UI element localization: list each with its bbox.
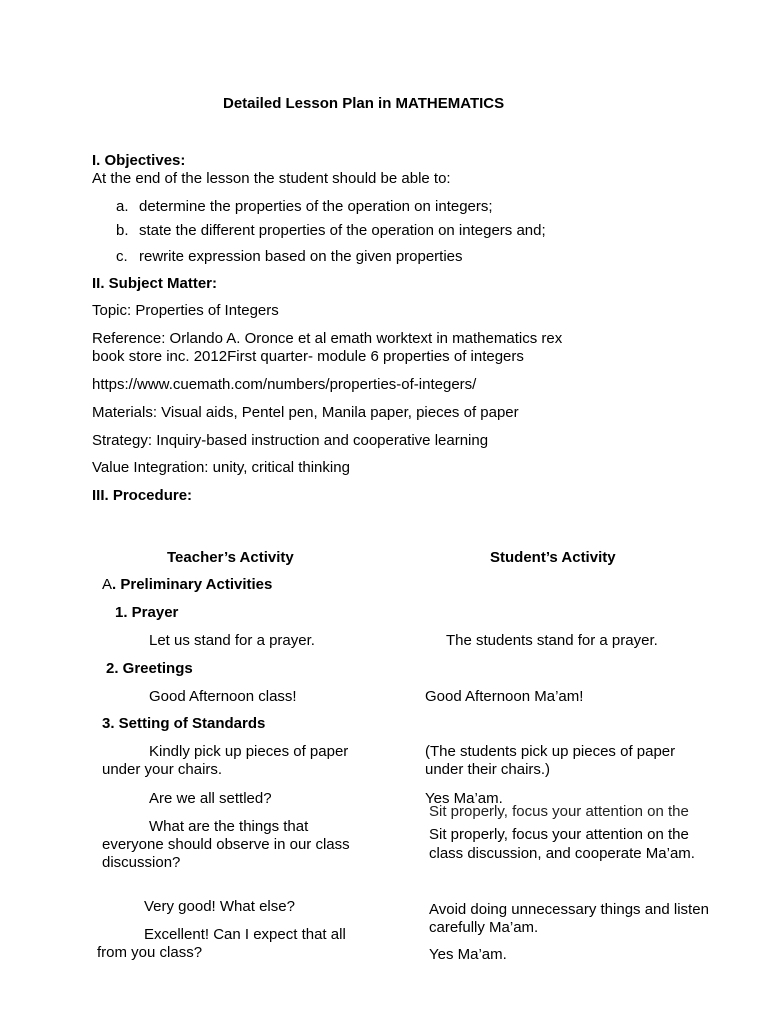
list-item-marker: a. [116, 198, 129, 215]
list-item-marker: c. [116, 248, 128, 265]
topic-line: Topic: Properties of Integers [92, 302, 279, 319]
reference-url: https://www.cuemath.com/numbers/properties-of-integers/ [92, 376, 477, 393]
objectives-heading: I. Objectives: [92, 152, 186, 169]
greetings-student-line: Good Afternoon Ma’am! [425, 688, 584, 705]
teacher-line: from you class? [97, 944, 203, 961]
list-item-marker: b. [116, 222, 129, 239]
student-line: class discussion, and cooperate Ma’am. [429, 845, 695, 862]
list-item: rewrite expression based on the given properties [139, 248, 463, 265]
student-line: (The students pick up pieces of paper [425, 743, 676, 760]
section-a-heading [102, 576, 272, 594]
materials-line: Materials: Visual aids, Pentel pen, Manila paper, pieces of paper [92, 404, 519, 421]
teacher-line: everyone should observe in our class [102, 836, 350, 853]
prayer-heading: 1. Prayer [115, 604, 179, 621]
student-column-header: Student’s Activity [490, 549, 616, 566]
teacher-column-header: Teacher’s Activity [167, 549, 294, 566]
teacher-line: Kindly pick up pieces of paper [149, 743, 349, 760]
clipped-overlap [425, 803, 689, 820]
prayer-teacher-line: Let us stand for a prayer. [149, 632, 315, 649]
strategy-line: Strategy: Inquiry-based instruction and cooperative learning [92, 432, 489, 449]
reference-line: Reference: Orlando A. Oronce et al emath worktext in mathematics rex [92, 330, 563, 347]
standards-heading: 3. Setting of Standards [102, 715, 266, 732]
list-item: state the different properties of the operation on integers and; [139, 222, 546, 239]
student-line: Sit properly, focus your attention on the [429, 826, 689, 843]
teacher-line: discussion? [102, 854, 181, 871]
student-line: carefully Ma’am. [429, 919, 539, 936]
student-line: Yes Ma’am. [429, 946, 507, 963]
prayer-student-line: The students stand for a prayer. [446, 632, 658, 649]
teacher-line: Are we all settled? [149, 790, 272, 807]
objectives-intro: At the end of the lesson the student should be able to: [92, 170, 451, 187]
teacher-line: under your chairs. [102, 761, 223, 778]
student-line: Avoid doing unnecessary things and listen [429, 901, 709, 918]
greetings-teacher-line: Good Afternoon class! [149, 688, 297, 705]
student-line: Yes Ma’am. [425, 790, 503, 807]
student-line: Sit properly, focus your attention on the [429, 803, 689, 820]
teacher-line: What are the things that [149, 818, 309, 835]
document-title: Detailed Lesson Plan in MATHEMATICS [223, 95, 505, 112]
procedure-heading: III. Procedure: [92, 487, 193, 504]
section-a-letter: A [102, 576, 113, 593]
reference-line: book store inc. 2012First quarter- module 6 properties of integers [92, 348, 524, 365]
values-line: Value Integration: unity, critical thinking [92, 459, 350, 476]
teacher-line: Very good! What else? [144, 898, 295, 915]
list-item: determine the properties of the operation on integers; [139, 198, 493, 215]
section-a-title: . Preliminary Activities [112, 576, 273, 593]
greetings-heading: 2. Greetings [106, 660, 193, 677]
subject-matter-heading: II. Subject Matter: [92, 275, 218, 292]
teacher-line: Excellent! Can I expect that all [144, 926, 346, 943]
student-line: under their chairs.) [425, 761, 551, 778]
